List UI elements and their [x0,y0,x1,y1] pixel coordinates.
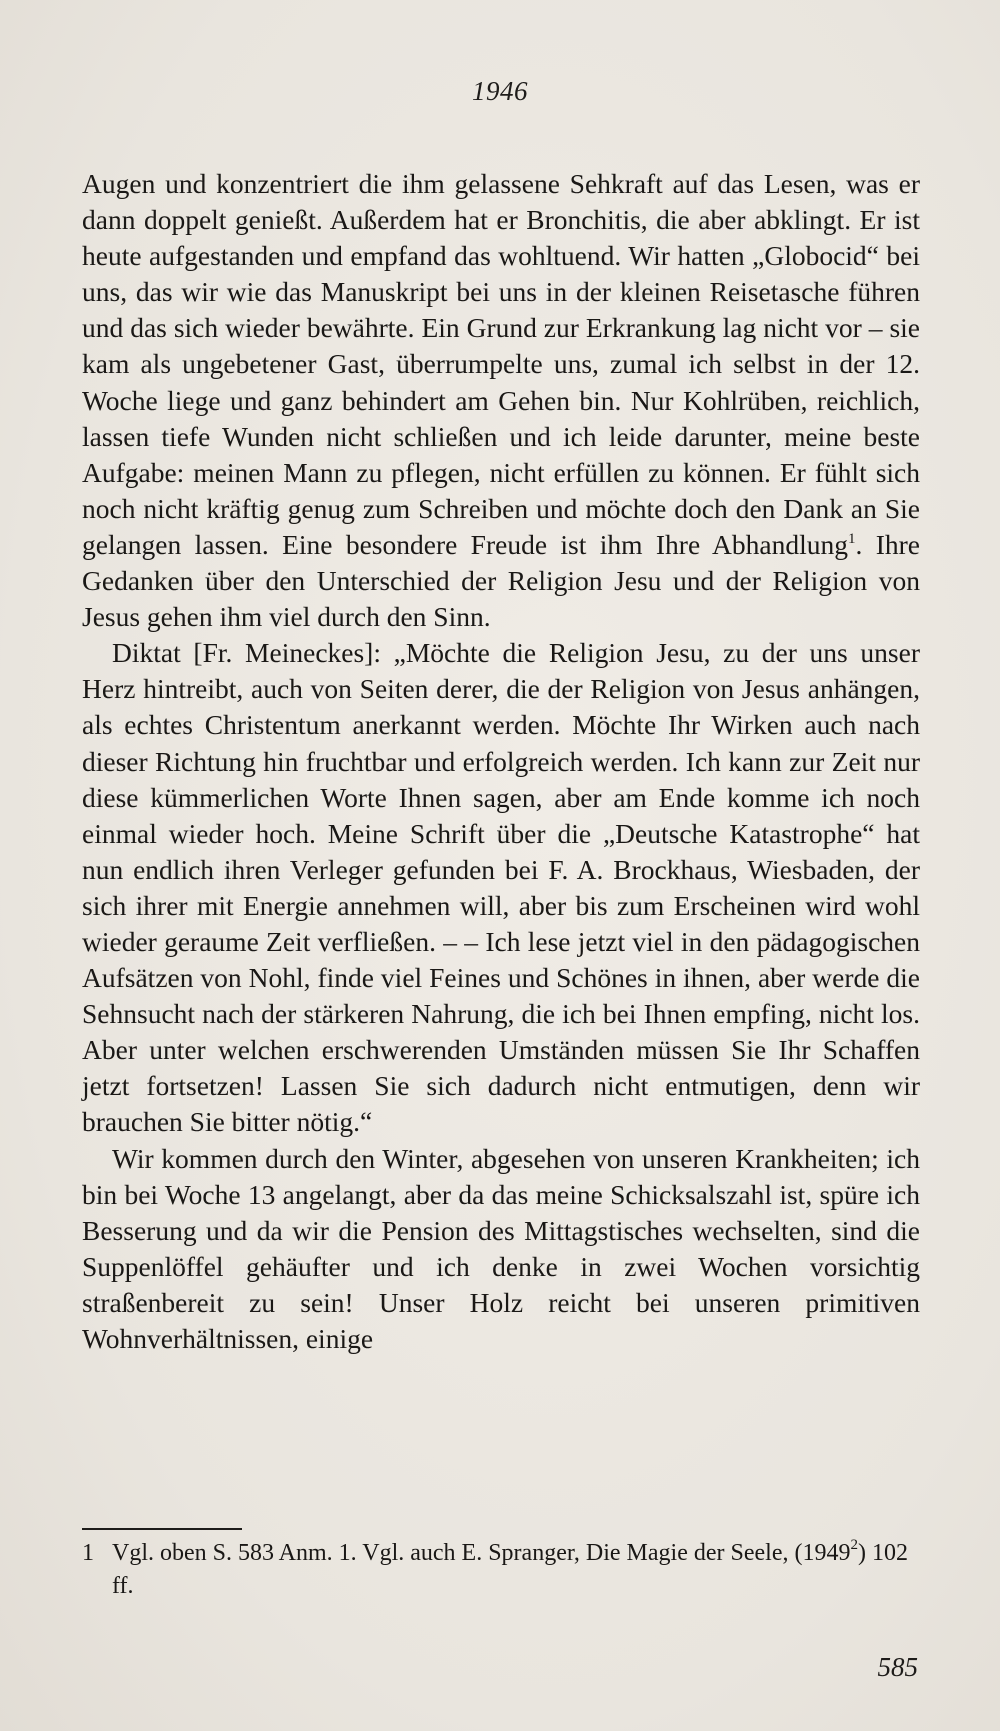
footnote-text-start: Vgl. oben S. 583 Anm. 1. Vgl. auch E. Spranger, Die Magie der Seele, (1949 [112,1540,851,1566]
paragraph-1-continuation: . Ihre Gedanken über den Unterschied der Religion Jesu und der Religion von Jesus gehen ihm viel durch den Sinn. [82,528,920,633]
footnote [82,1537,920,1603]
paragraph-1 [82,166,920,635]
footnote-number: 1 [82,1540,94,1566]
footnote-reference: 1 [847,530,856,547]
paragraph-2-dictation: Diktat [Fr. Meineckes]: „Möchte die Religion Jesu, zu der uns unser Herz hintreibt, auch von Seiten derer, die der Religion von Jesus anhängen, als echtes Christentum anerkannt werden. Möchte Ihr Wirken auch nach dieser Richtung hin fruchtbar und erfolgreich werden. Ich kann zur Zeit nur diese kümmerlichen Worte Ihnen sagen, aber am Ende komme ich noch einmal wieder hoch. Meine Schrift über die „Deutsche Katastrophe“ hat nun endlich ihren Verleger gefunden bei F. A. Brockhaus, Wiesbaden, der sich ihrer mit Energie annehmen will, aber bis zum Erscheinen wird wohl wieder geraume Zeit verfließen. – – Ich lese jetzt viel in den pädagogischen Aufsätzen von Nohl, finde viel Feines und Schönes in ihnen, aber werde die Sehnsucht nach der stärkeren Nahrung, die ich bei Ihnen empfing, nicht los. Aber unter welchen erschwerenden Umständen müssen Sie Ihr Schaffen jetzt fortsetzen! Lassen Sie sich dadurch nicht entmutigen, denn wir brauchen Sie bitter nötig.“ [82,637,920,1138]
footnote-text-end: ) 102 ff. [112,1540,908,1599]
main-text-block [82,166,920,1357]
paragraph-3: Wir kommen durch den Winter, abgesehen von unseren Krankheiten; ich bin bei Woche 13 angelangt, aber da das meine Schicksalszahl ist, spüre ich Besserung und da wir die Pension des Mittagstisches wechselten, sind die Suppenlöffel gehäufter und ich denke in zwei Wochen vorsichtig straßenbereit zu sein! Unser Holz reicht bei unseren primitiven Wohnverhältnissen, einige [82,1142,920,1354]
footnote-text [112,1537,920,1603]
footnote-edition-superscript: 2 [850,1537,858,1553]
paragraph-1-text: Augen und konzentriert die ihm gelassene Sehkraft auf das Lesen, was er dann doppelt genießt. Außerdem hat er Bronchitis, die aber abklingt. Er ist heute aufgestanden und empfand das wohltuend. Wir hatten „Globocid“ bei uns, das wir wie das Manuskript bei uns in der kleinen Reisetasche führen und das sich wieder bewährte. Ein Grund zur Erkrankung lag nicht vor – sie kam als ungebetener Gast, überrumpelte uns, zumal ich selbst in der 12. Woche liege und ganz behindert am Gehen bin. Nur Kohlrüben, reichlich, lassen tiefe Wunden nicht schließen und ich leide darunter, meine beste Aufgabe: meinen Mann zu pflegen, nicht erfüllen zu können. Er fühlt sich noch nicht kräftig genug zum Schreiben und möchte doch den Dank an Sie gelangen lassen. Eine besondere Freude ist ihm Ihre Abhandlung [82,168,920,560]
footnote-divider [82,1528,242,1530]
running-head-year: 1946 [472,76,528,106]
page-number: 585 [877,1652,918,1682]
